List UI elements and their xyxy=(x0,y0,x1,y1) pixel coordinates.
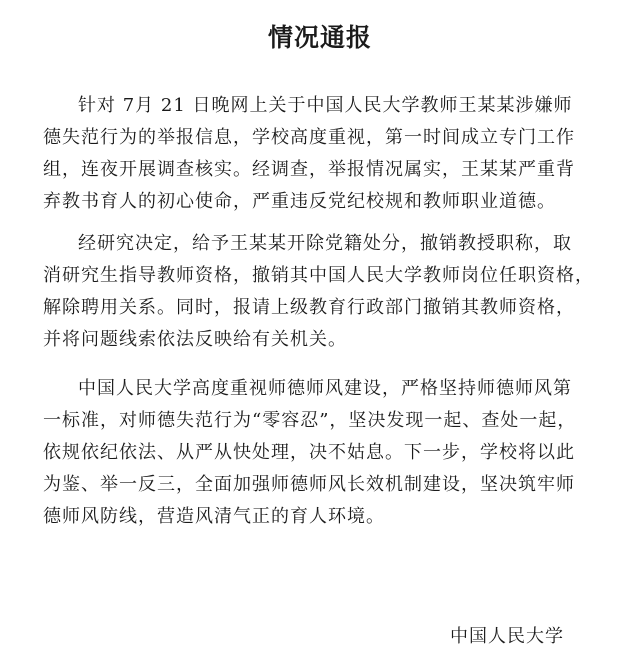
text-line: 德失范行为的举报信息，学校高度重视，第一时间成立专门工作 xyxy=(43,127,575,148)
text-line: 解除聘用关系。同时，报请上级教育行政部门撤销其教师资格， xyxy=(43,297,575,318)
text-line: 德师风防线，营造风清气正的育人环境。 xyxy=(43,506,385,527)
text-line: 依规依纪依法、从严从快处理，决不姑息。下一步，学校将以此 xyxy=(43,442,575,463)
text-line: 组，连夜开展调查核实。经调查，举报情况属实，王某某严重背 xyxy=(43,159,575,180)
text-line: 并将问题线索依法反映给有关机关。 xyxy=(43,329,347,350)
text-line: 消研究生指导教师资格，撤销其中国人民大学教师岗位任职资格， xyxy=(43,265,594,286)
text-line: 一标准，对师德失范行为“零容忍”，坚决发现一起、查处一起， xyxy=(43,410,577,431)
document-title: 情况通报 xyxy=(267,23,372,52)
text-line: 弃教书育人的初心使命，严重违反党纪校规和教师职业道德。 xyxy=(43,191,556,212)
text-line: 为鉴、举一反三，全面加强师德师风长效机制建设，坚决筑牢师 xyxy=(43,474,575,495)
text-line: 针对 7月 21 日晚网上关于中国人民大学教师王某某涉嫌师 xyxy=(78,95,573,116)
text-line: 经研究决定，给予王某某开除党籍处分，撤销教授职称，取 xyxy=(78,233,572,254)
text-line: 中国人民大学高度重视师德师风建设，严格坚持师德师风第 xyxy=(78,378,572,399)
signature: 中国人民大学 xyxy=(450,626,564,647)
